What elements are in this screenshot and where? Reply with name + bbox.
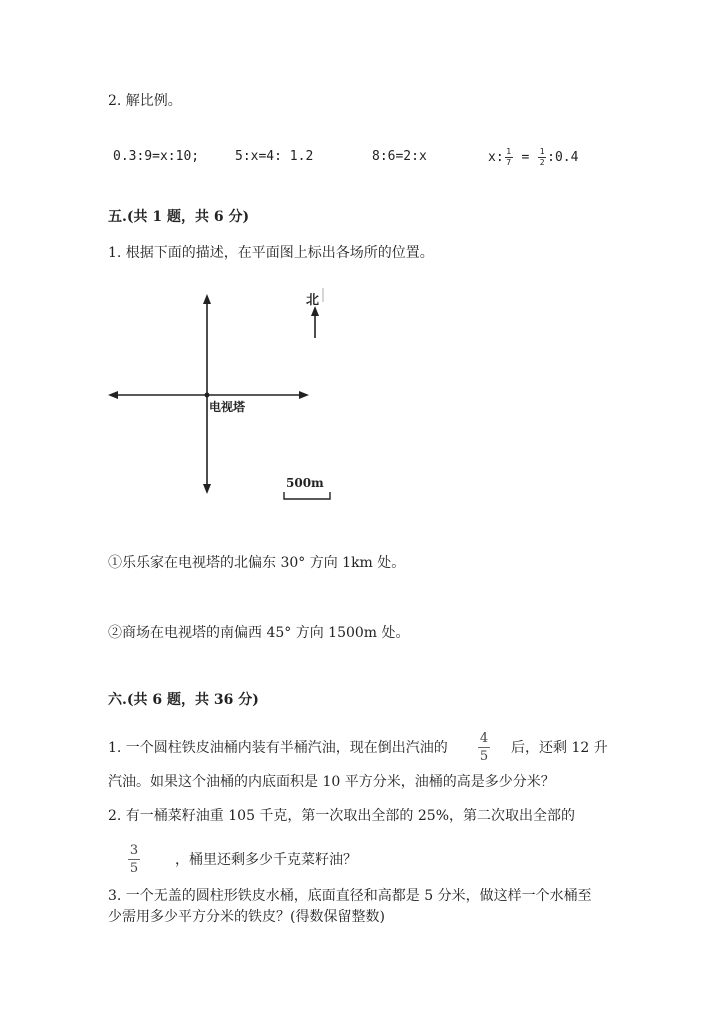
eq4-fraction-1 bbox=[505, 148, 513, 167]
section-6-q2-line1: 2. 有一桶菜籽油重 105 千克，第一次取出全部的 25%，第二次取出全部的 bbox=[108, 808, 575, 824]
q2-fraction-denominator: 5 bbox=[129, 861, 139, 876]
section-5-item-1: ①乐乐家在电视塔的北偏东 30° 方向 1km 处。 bbox=[108, 555, 406, 571]
map-arrow-down bbox=[203, 484, 211, 494]
eq4-fraction-2-numerator: 1 bbox=[539, 146, 545, 156]
map-arrow-right bbox=[299, 391, 309, 399]
map-arrow-left bbox=[108, 391, 118, 399]
section-5-heading: 五.(共 1 题，共 6 分) bbox=[108, 209, 250, 225]
section-6-q3-line2: 少需用多少平方分米的铁皮？(得数保留整数) bbox=[108, 909, 385, 925]
question-2-title: 2. 解比例。 bbox=[108, 93, 182, 109]
north-label: 北 bbox=[306, 293, 320, 308]
section-6-q1-fraction bbox=[478, 732, 490, 763]
proportion-equation-3: 8:6=2:x bbox=[372, 149, 427, 164]
tv-tower-point bbox=[205, 393, 210, 398]
map-arrow-up bbox=[203, 294, 211, 304]
eq4-fraction-1-denominator: 7 bbox=[506, 157, 512, 167]
section-5-item-2: ②商场在电视塔的南偏西 45° 方向 1500m 处。 bbox=[108, 625, 410, 641]
section-6-heading: 六.(共 6 题，共 36 分) bbox=[108, 692, 259, 708]
proportion-equation-4 bbox=[488, 143, 578, 171]
section-6-q3-line1: 3. 一个无盖的圆柱形铁皮水桶，底面直径和高都是 5 分米，做这样一个水桶至 bbox=[108, 888, 592, 904]
eq4-equals: = bbox=[513, 149, 538, 165]
proportion-equation-2: 5:x=4: 1.2 bbox=[235, 149, 314, 164]
section-5-question-1: 1. 根据下面的描述，在平面图上标出各场所的位置。 bbox=[108, 245, 434, 261]
eq4-prefix: x: bbox=[488, 149, 504, 165]
section-6-q2-line2: ，桶里还剩多少千克菜籽油？ bbox=[175, 852, 357, 868]
scale-label: 500m bbox=[286, 476, 324, 490]
tv-tower-label: 电视塔 bbox=[209, 400, 246, 414]
q1-fraction-denominator: 5 bbox=[479, 749, 489, 764]
section-6-q2-fraction bbox=[128, 844, 140, 875]
section-6-q1-part1: 1. 一个圆柱铁皮油桶内装有半桶汽油，现在倒出汽油的 bbox=[108, 740, 448, 756]
section-6-q1-part2: 后，还剩 12 升 bbox=[511, 740, 608, 756]
eq4-suffix: :0.4 bbox=[547, 149, 579, 165]
q1-fraction-numerator: 4 bbox=[479, 731, 489, 746]
q2-fraction-numerator: 3 bbox=[129, 843, 139, 858]
eq4-fraction-1-numerator: 1 bbox=[506, 146, 512, 156]
scale-bar bbox=[284, 492, 330, 499]
eq4-fraction-2-denominator: 2 bbox=[539, 157, 545, 167]
section-6-q1-line2: 汽油。如果这个油桶的内底面积是 10 平方分米，油桶的高是多少分米？ bbox=[108, 774, 555, 790]
eq4-fraction-2 bbox=[538, 148, 546, 167]
proportion-equation-1: 0.3:9=x:10; bbox=[113, 149, 200, 164]
